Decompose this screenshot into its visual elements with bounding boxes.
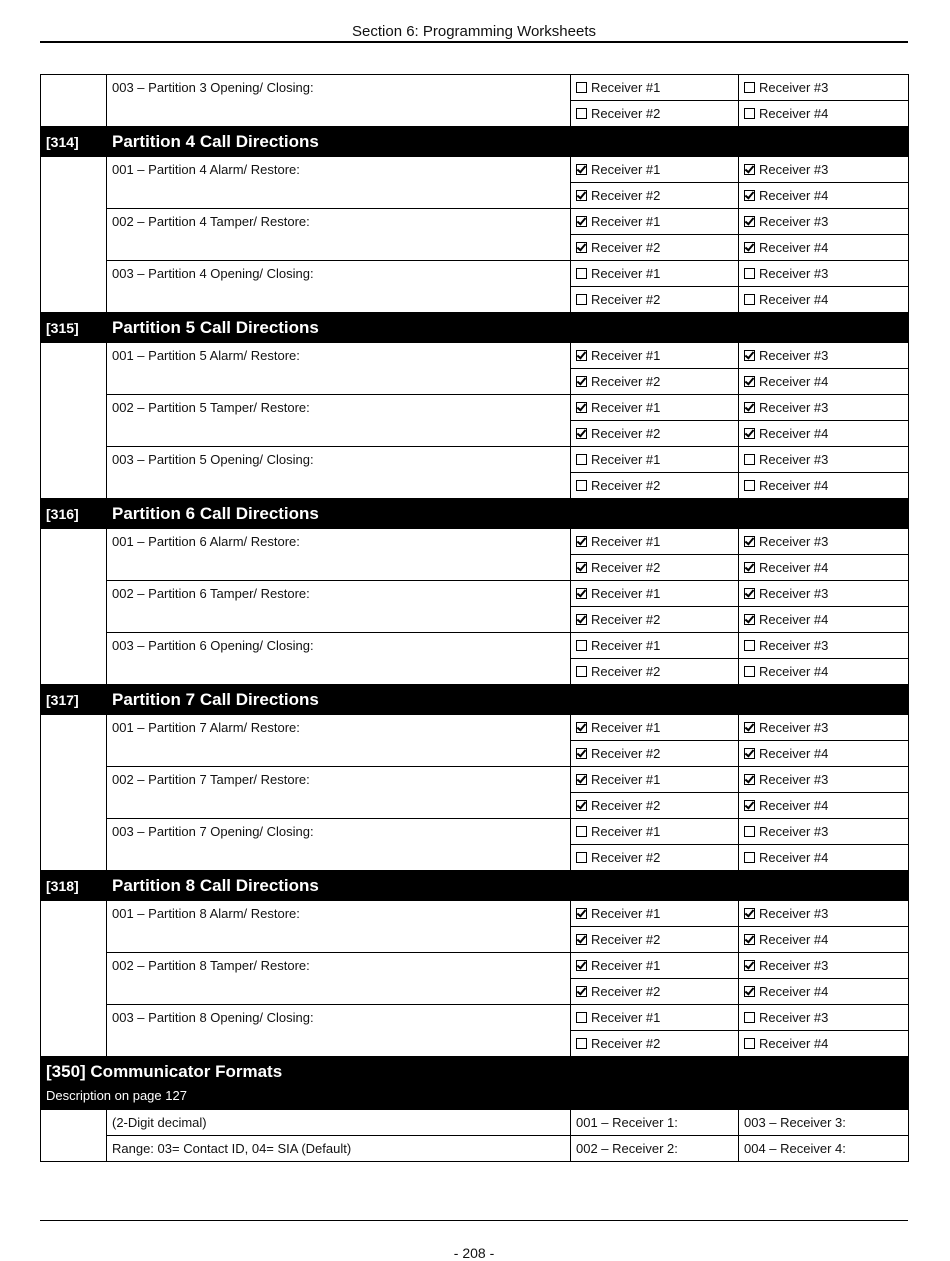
checked-checkbox-icon[interactable] bbox=[744, 190, 755, 201]
receiver-format-slot[interactable]: 002 – Receiver 2: bbox=[571, 1136, 739, 1162]
checked-checkbox-icon[interactable] bbox=[744, 960, 755, 971]
receiver-option[interactable] bbox=[571, 659, 739, 685]
checked-checkbox-icon[interactable] bbox=[744, 402, 755, 413]
checked-checkbox-icon[interactable] bbox=[576, 774, 587, 785]
receiver-label: Receiver #1 bbox=[591, 214, 661, 229]
receiver-label: Receiver #1 bbox=[591, 720, 661, 735]
section-header bbox=[41, 685, 909, 715]
receiver-option[interactable] bbox=[739, 209, 909, 235]
item-row bbox=[41, 715, 909, 741]
receiver-label: Receiver #2 bbox=[591, 426, 661, 441]
unchecked-checkbox-icon[interactable] bbox=[744, 1038, 755, 1049]
receiver-option[interactable] bbox=[739, 901, 909, 927]
option-description: 003 – Partition 6 Opening/ Closing: bbox=[107, 633, 571, 685]
receiver-label: Receiver #4 bbox=[759, 374, 829, 389]
unchecked-checkbox-icon[interactable] bbox=[744, 1012, 755, 1023]
option-description: 001 – Partition 7 Alarm/ Restore: bbox=[107, 715, 571, 767]
checked-checkbox-icon[interactable] bbox=[576, 428, 587, 439]
receiver-label: Receiver #3 bbox=[759, 906, 829, 921]
receiver-label: Receiver #1 bbox=[591, 638, 661, 653]
unchecked-checkbox-icon[interactable] bbox=[744, 640, 755, 651]
receiver-label: Receiver #1 bbox=[591, 586, 661, 601]
item-row bbox=[41, 261, 909, 287]
receiver-option[interactable] bbox=[739, 395, 909, 421]
section-ref: [317] bbox=[41, 685, 107, 715]
receiver-option[interactable] bbox=[571, 235, 739, 261]
unchecked-checkbox-icon[interactable] bbox=[576, 480, 587, 491]
item-row bbox=[41, 581, 909, 607]
checked-checkbox-icon[interactable] bbox=[744, 216, 755, 227]
section-ref: [314] bbox=[41, 127, 107, 157]
receiver-label: Receiver #1 bbox=[591, 80, 661, 95]
unchecked-checkbox-icon[interactable] bbox=[576, 1038, 587, 1049]
receiver-option[interactable] bbox=[739, 529, 909, 555]
empty-ref-cell bbox=[41, 75, 107, 127]
checked-checkbox-icon[interactable] bbox=[576, 216, 587, 227]
item-row bbox=[41, 529, 909, 555]
checked-checkbox-icon[interactable] bbox=[576, 562, 587, 573]
receiver-label: Receiver #3 bbox=[759, 772, 829, 787]
checked-checkbox-icon[interactable] bbox=[744, 774, 755, 785]
section-header bbox=[41, 127, 909, 157]
item-row bbox=[41, 901, 909, 927]
receiver-label: Receiver #3 bbox=[759, 824, 829, 839]
receiver-option[interactable] bbox=[571, 157, 739, 183]
communicator-subtitle: Description on page 127 bbox=[46, 1088, 187, 1103]
receiver-option[interactable] bbox=[571, 555, 739, 581]
checked-checkbox-icon[interactable] bbox=[744, 908, 755, 919]
unchecked-checkbox-icon[interactable] bbox=[576, 294, 587, 305]
option-description: 003 – Partition 3 Opening/ Closing: bbox=[107, 75, 571, 127]
option-description: 001 – Partition 5 Alarm/ Restore: bbox=[107, 343, 571, 395]
receiver-option[interactable] bbox=[739, 581, 909, 607]
option-description: 003 – Partition 7 Opening/ Closing: bbox=[107, 819, 571, 871]
receiver-option[interactable] bbox=[739, 979, 909, 1005]
receiver-option[interactable] bbox=[571, 845, 739, 871]
receiver-label: Receiver #2 bbox=[591, 746, 661, 761]
unchecked-checkbox-icon[interactable] bbox=[576, 640, 587, 651]
receiver-option[interactable] bbox=[571, 715, 739, 741]
receiver-option[interactable] bbox=[739, 845, 909, 871]
unchecked-checkbox-icon[interactable] bbox=[576, 108, 587, 119]
receiver-label: Receiver #2 bbox=[591, 612, 661, 627]
section-header bbox=[41, 499, 909, 529]
receiver-label: Receiver #3 bbox=[759, 1010, 829, 1025]
receiver-option[interactable] bbox=[739, 767, 909, 793]
unchecked-checkbox-icon[interactable] bbox=[744, 852, 755, 863]
option-description: 002 – Partition 5 Tamper/ Restore: bbox=[107, 395, 571, 447]
item-row bbox=[41, 209, 909, 235]
unchecked-checkbox-icon[interactable] bbox=[744, 82, 755, 93]
checked-checkbox-icon[interactable] bbox=[744, 588, 755, 599]
checked-checkbox-icon[interactable] bbox=[744, 748, 755, 759]
unchecked-checkbox-icon[interactable] bbox=[576, 826, 587, 837]
receiver-option[interactable] bbox=[739, 715, 909, 741]
checked-checkbox-icon[interactable] bbox=[744, 934, 755, 945]
receiver-label: Receiver #4 bbox=[759, 240, 829, 255]
option-description: 001 – Partition 6 Alarm/ Restore: bbox=[107, 529, 571, 581]
checked-checkbox-icon[interactable] bbox=[744, 536, 755, 547]
receiver-label: Receiver #1 bbox=[591, 162, 661, 177]
section-ref: [315] bbox=[41, 313, 107, 343]
item-row bbox=[41, 395, 909, 421]
receiver-option[interactable] bbox=[739, 287, 909, 313]
receiver-option[interactable] bbox=[739, 343, 909, 369]
receiver-option[interactable] bbox=[739, 101, 909, 127]
receiver-option[interactable] bbox=[571, 901, 739, 927]
checked-checkbox-icon[interactable] bbox=[576, 376, 587, 387]
receiver-option[interactable] bbox=[571, 1005, 739, 1031]
checked-checkbox-icon[interactable] bbox=[576, 748, 587, 759]
receiver-label: Receiver #2 bbox=[591, 188, 661, 203]
unchecked-checkbox-icon[interactable] bbox=[744, 666, 755, 677]
receiver-label: Receiver #3 bbox=[759, 162, 829, 177]
empty-ref-cell bbox=[41, 529, 107, 685]
receiver-label: Receiver #3 bbox=[759, 586, 829, 601]
option-description: 003 – Partition 4 Opening/ Closing: bbox=[107, 261, 571, 313]
section-title: Partition 8 Call Directions bbox=[107, 871, 909, 901]
checked-checkbox-icon[interactable] bbox=[576, 190, 587, 201]
empty-ref-cell bbox=[41, 157, 107, 313]
empty-ref-cell bbox=[41, 715, 107, 871]
receiver-label: Receiver #1 bbox=[591, 348, 661, 363]
receiver-label: Receiver #1 bbox=[591, 958, 661, 973]
receiver-option[interactable] bbox=[571, 447, 739, 473]
receiver-option[interactable] bbox=[571, 607, 739, 633]
communicator-line: Range: 03= Contact ID, 04= SIA (Default) bbox=[107, 1136, 571, 1162]
option-description: 002 – Partition 8 Tamper/ Restore: bbox=[107, 953, 571, 1005]
receiver-label: Receiver #4 bbox=[759, 932, 829, 947]
receiver-format-slot[interactable]: 001 – Receiver 1: bbox=[571, 1110, 739, 1136]
receiver-option[interactable] bbox=[571, 209, 739, 235]
receiver-label: Receiver #4 bbox=[759, 984, 829, 999]
checked-checkbox-icon[interactable] bbox=[744, 722, 755, 733]
receiver-label: Receiver #1 bbox=[591, 266, 661, 281]
receiver-label: Receiver #3 bbox=[759, 80, 829, 95]
item-row bbox=[41, 343, 909, 369]
receiver-option[interactable] bbox=[739, 953, 909, 979]
unchecked-checkbox-icon[interactable] bbox=[576, 268, 587, 279]
item-row bbox=[41, 819, 909, 845]
receiver-option[interactable] bbox=[739, 819, 909, 845]
checked-checkbox-icon[interactable] bbox=[576, 908, 587, 919]
receiver-label: Receiver #2 bbox=[591, 932, 661, 947]
receiver-option[interactable] bbox=[571, 1031, 739, 1057]
receiver-option[interactable] bbox=[739, 447, 909, 473]
receiver-label: Receiver #3 bbox=[759, 958, 829, 973]
unchecked-checkbox-icon[interactable] bbox=[576, 666, 587, 677]
section-ref: [318] bbox=[41, 871, 107, 901]
unchecked-checkbox-icon[interactable] bbox=[576, 1012, 587, 1023]
receiver-option[interactable] bbox=[571, 183, 739, 209]
option-description: 001 – Partition 4 Alarm/ Restore: bbox=[107, 157, 571, 209]
programming-worksheet bbox=[40, 74, 908, 1162]
receiver-label: Receiver #1 bbox=[591, 906, 661, 921]
receiver-option[interactable] bbox=[739, 473, 909, 499]
receiver-label: Receiver #2 bbox=[591, 478, 661, 493]
receiver-label: Receiver #2 bbox=[591, 984, 661, 999]
unchecked-checkbox-icon[interactable] bbox=[744, 268, 755, 279]
checked-checkbox-icon[interactable] bbox=[744, 350, 755, 361]
receiver-option[interactable] bbox=[571, 101, 739, 127]
communicator-row bbox=[41, 1110, 909, 1136]
receiver-option[interactable] bbox=[571, 261, 739, 287]
checked-checkbox-icon[interactable] bbox=[744, 614, 755, 625]
receiver-option[interactable] bbox=[739, 741, 909, 767]
receiver-option[interactable] bbox=[739, 261, 909, 287]
receiver-label: Receiver #2 bbox=[591, 374, 661, 389]
item-row bbox=[41, 767, 909, 793]
receiver-option[interactable] bbox=[571, 633, 739, 659]
receiver-option[interactable] bbox=[571, 395, 739, 421]
unchecked-checkbox-icon[interactable] bbox=[744, 826, 755, 837]
option-description: 002 – Partition 6 Tamper/ Restore: bbox=[107, 581, 571, 633]
receiver-label: Receiver #4 bbox=[759, 612, 829, 627]
receiver-option[interactable] bbox=[571, 741, 739, 767]
checked-checkbox-icon[interactable] bbox=[744, 242, 755, 253]
checked-checkbox-icon[interactable] bbox=[744, 164, 755, 175]
receiver-label: Receiver #1 bbox=[591, 1010, 661, 1025]
communicator-row bbox=[41, 1136, 909, 1162]
unchecked-checkbox-icon[interactable] bbox=[744, 294, 755, 305]
receiver-label: Receiver #3 bbox=[759, 720, 829, 735]
receiver-option[interactable] bbox=[739, 659, 909, 685]
receiver-label: Receiver #1 bbox=[591, 452, 661, 467]
checked-checkbox-icon[interactable] bbox=[744, 800, 755, 811]
receiver-label: Receiver #4 bbox=[759, 1036, 829, 1051]
option-description: 001 – Partition 8 Alarm/ Restore: bbox=[107, 901, 571, 953]
communicator-header-cell bbox=[41, 1057, 909, 1110]
section-header bbox=[41, 871, 909, 901]
unchecked-checkbox-icon[interactable] bbox=[576, 82, 587, 93]
receiver-option[interactable] bbox=[571, 343, 739, 369]
receiver-label: Receiver #4 bbox=[759, 850, 829, 865]
receiver-option[interactable] bbox=[739, 793, 909, 819]
receiver-label: Receiver #4 bbox=[759, 798, 829, 813]
page-footer bbox=[40, 1220, 908, 1261]
receiver-label: Receiver #3 bbox=[759, 452, 829, 467]
receiver-option[interactable] bbox=[571, 581, 739, 607]
empty-ref-cell bbox=[41, 901, 107, 1057]
receiver-label: Receiver #1 bbox=[591, 824, 661, 839]
receiver-option[interactable] bbox=[739, 235, 909, 261]
empty-ref-cell bbox=[41, 343, 107, 499]
checked-checkbox-icon[interactable] bbox=[576, 614, 587, 625]
receiver-label: Receiver #2 bbox=[591, 850, 661, 865]
checked-checkbox-icon[interactable] bbox=[576, 960, 587, 971]
receiver-option[interactable] bbox=[739, 1005, 909, 1031]
receiver-option[interactable] bbox=[739, 157, 909, 183]
empty-ref-cell bbox=[41, 1110, 107, 1162]
checked-checkbox-icon[interactable] bbox=[576, 588, 587, 599]
receiver-label: Receiver #3 bbox=[759, 534, 829, 549]
receiver-label: Receiver #2 bbox=[591, 240, 661, 255]
item-row bbox=[41, 447, 909, 473]
receiver-label: Receiver #4 bbox=[759, 560, 829, 575]
receiver-format-slot[interactable]: 004 – Receiver 4: bbox=[739, 1136, 909, 1162]
section-header bbox=[41, 313, 909, 343]
receiver-label: Receiver #1 bbox=[591, 400, 661, 415]
receiver-option[interactable] bbox=[739, 633, 909, 659]
receiver-option[interactable] bbox=[739, 927, 909, 953]
checked-checkbox-icon[interactable] bbox=[576, 350, 587, 361]
option-description: 002 – Partition 7 Tamper/ Restore: bbox=[107, 767, 571, 819]
receiver-label: Receiver #2 bbox=[591, 292, 661, 307]
section-title: Partition 5 Call Directions bbox=[107, 313, 909, 343]
item-row bbox=[41, 75, 909, 101]
receiver-option[interactable] bbox=[739, 555, 909, 581]
checked-checkbox-icon[interactable] bbox=[576, 164, 587, 175]
item-row bbox=[41, 633, 909, 659]
receiver-label: Receiver #2 bbox=[591, 798, 661, 813]
receiver-label: Receiver #4 bbox=[759, 664, 829, 679]
receiver-option[interactable] bbox=[571, 767, 739, 793]
checked-checkbox-icon[interactable] bbox=[744, 428, 755, 439]
receiver-label: Receiver #1 bbox=[591, 772, 661, 787]
option-description: 003 – Partition 8 Opening/ Closing: bbox=[107, 1005, 571, 1057]
option-description: 002 – Partition 4 Tamper/ Restore: bbox=[107, 209, 571, 261]
section-title: Section 6: Programming Worksheets bbox=[352, 23, 596, 40]
checked-checkbox-icon[interactable] bbox=[576, 800, 587, 811]
receiver-option[interactable] bbox=[571, 927, 739, 953]
checked-checkbox-icon[interactable] bbox=[744, 562, 755, 573]
receiver-label: Receiver #3 bbox=[759, 348, 829, 363]
unchecked-checkbox-icon[interactable] bbox=[744, 480, 755, 491]
receiver-label: Receiver #4 bbox=[759, 478, 829, 493]
checked-checkbox-icon[interactable] bbox=[576, 536, 587, 547]
checked-checkbox-icon[interactable] bbox=[744, 986, 755, 997]
receiver-label: Receiver #4 bbox=[759, 426, 829, 441]
checked-checkbox-icon[interactable] bbox=[744, 376, 755, 387]
receiver-option[interactable] bbox=[739, 1031, 909, 1057]
receiver-label: Receiver #2 bbox=[591, 106, 661, 121]
receiver-option[interactable] bbox=[571, 529, 739, 555]
receiver-option[interactable] bbox=[739, 369, 909, 395]
page-number: - 208 - bbox=[453, 1245, 495, 1261]
receiver-label: Receiver #1 bbox=[591, 534, 661, 549]
receiver-label: Receiver #2 bbox=[591, 664, 661, 679]
receiver-format-slot[interactable]: 003 – Receiver 3: bbox=[739, 1110, 909, 1136]
item-row bbox=[41, 157, 909, 183]
section-title: Partition 7 Call Directions bbox=[107, 685, 909, 715]
receiver-option[interactable] bbox=[739, 421, 909, 447]
checked-checkbox-icon[interactable] bbox=[576, 934, 587, 945]
receiver-option[interactable] bbox=[571, 287, 739, 313]
receiver-label: Receiver #4 bbox=[759, 292, 829, 307]
receiver-option[interactable] bbox=[571, 953, 739, 979]
receiver-label: Receiver #3 bbox=[759, 266, 829, 281]
communicator-header bbox=[41, 1057, 909, 1110]
receiver-label: Receiver #2 bbox=[591, 560, 661, 575]
receiver-option[interactable] bbox=[739, 75, 909, 101]
unchecked-checkbox-icon[interactable] bbox=[744, 454, 755, 465]
worksheet-table bbox=[40, 74, 909, 1162]
receiver-label: Receiver #3 bbox=[759, 638, 829, 653]
receiver-option[interactable] bbox=[571, 819, 739, 845]
receiver-option[interactable] bbox=[571, 75, 739, 101]
receiver-option[interactable] bbox=[571, 369, 739, 395]
receiver-label: Receiver #3 bbox=[759, 400, 829, 415]
receiver-option[interactable] bbox=[571, 979, 739, 1005]
item-row bbox=[41, 1005, 909, 1031]
unchecked-checkbox-icon[interactable] bbox=[744, 108, 755, 119]
checked-checkbox-icon[interactable] bbox=[576, 722, 587, 733]
checked-checkbox-icon[interactable] bbox=[576, 402, 587, 413]
option-description: 003 – Partition 5 Opening/ Closing: bbox=[107, 447, 571, 499]
receiver-label: Receiver #4 bbox=[759, 106, 829, 121]
unchecked-checkbox-icon[interactable] bbox=[576, 454, 587, 465]
receiver-label: Receiver #2 bbox=[591, 1036, 661, 1051]
communicator-line: (2-Digit decimal) bbox=[107, 1110, 571, 1136]
section-title: Partition 6 Call Directions bbox=[107, 499, 909, 529]
receiver-option[interactable] bbox=[571, 473, 739, 499]
unchecked-checkbox-icon[interactable] bbox=[576, 852, 587, 863]
receiver-option[interactable] bbox=[571, 793, 739, 819]
receiver-label: Receiver #4 bbox=[759, 746, 829, 761]
receiver-label: Receiver #4 bbox=[759, 188, 829, 203]
receiver-label: Receiver #3 bbox=[759, 214, 829, 229]
section-ref: [316] bbox=[41, 499, 107, 529]
receiver-option[interactable] bbox=[739, 607, 909, 633]
checked-checkbox-icon[interactable] bbox=[576, 242, 587, 253]
receiver-option[interactable] bbox=[739, 183, 909, 209]
receiver-option[interactable] bbox=[571, 421, 739, 447]
checked-checkbox-icon[interactable] bbox=[576, 986, 587, 997]
page-header bbox=[40, 22, 908, 43]
item-row bbox=[41, 953, 909, 979]
communicator-title: [350] Communicator Formats bbox=[46, 1062, 283, 1081]
section-title: Partition 4 Call Directions bbox=[107, 127, 909, 157]
